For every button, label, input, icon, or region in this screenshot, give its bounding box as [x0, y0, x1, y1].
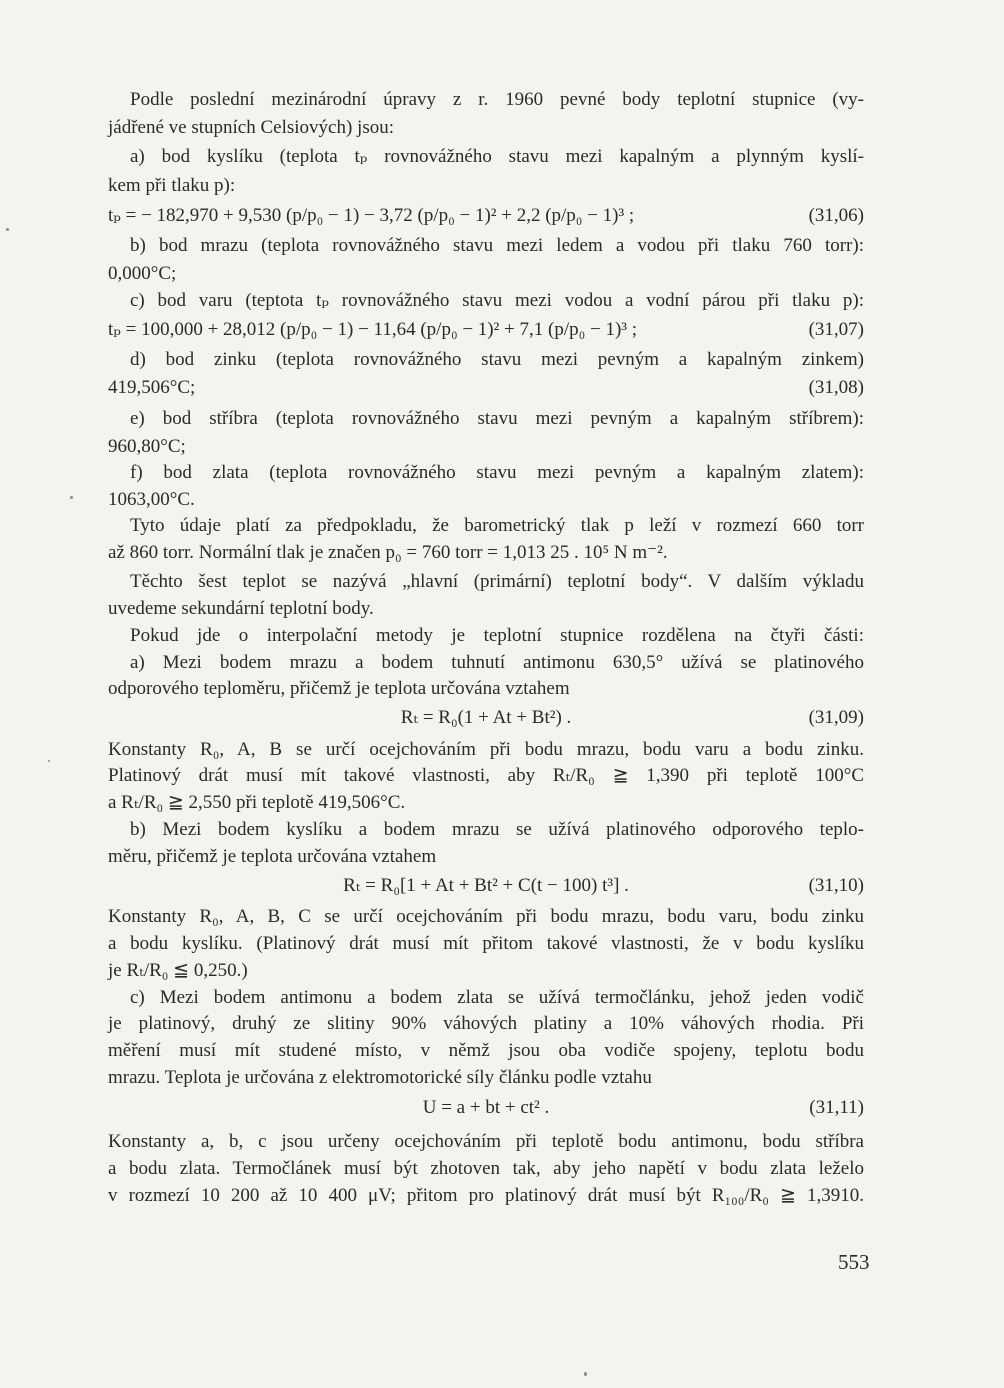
text-line: jádřené ve stupních Celsiových) jsou: — [108, 117, 394, 138]
text-line: měru, přičemž je teplota určována vztahem — [108, 846, 437, 867]
equation-body: 419,506°C; — [108, 377, 196, 398]
text-line: Tyto údaje platí za předpokladu, že barometrický tlak p leží v rozmezí 660 torr — [130, 515, 864, 536]
equation-number: (31,06) — [808, 205, 864, 226]
equation-body: U = a + bt + ct² . — [422, 1097, 550, 1118]
text-line: 1063,00°C. — [108, 489, 195, 510]
text-line: 0,000°C; — [108, 263, 177, 284]
text-line: Podle poslední mezinárodní úpravy z r. 1960 pevné body teplotní stupnice (vy- — [130, 89, 864, 110]
text-line: uvedeme sekundární teplotní body. — [108, 598, 374, 619]
scan-speck — [48, 760, 50, 762]
text-line: Konstanty a, b, c jsou určeny ocejchováním při teplotě bodu antimonu, bodu stříbra — [108, 1131, 864, 1152]
text-line: b) Mezi bodem kyslíku a bodem mrazu se užívá platinového odporového teplo- — [130, 819, 864, 840]
text-line: kem při tlaku p): — [108, 175, 236, 196]
equation-number: (31,11) — [809, 1097, 864, 1118]
text-line: a bodu kyslíku. (Platinový drát musí mít přitom takové vlastnosti, že v bodu kyslíku — [108, 933, 864, 954]
text-line: Těchto šest teplot se nazývá „hlavní (primární) teplotní body“. V dalším výkladu — [130, 571, 864, 592]
text-line: Konstanty R₀, A, B se určí ocejchováním při bodu mrazu, bodu varu a bodu zinku. — [108, 739, 864, 760]
scan-speck — [70, 496, 73, 499]
text-line: a bodu zlata. Termočlánek musí být zhotoven tak, aby jeho napětí v bodu zlata leželo — [108, 1158, 864, 1179]
text-line: e) bod stříbra (teplota rovnovážného stavu mezi pevným a kapalným stříbrem): — [130, 408, 864, 429]
text-line: Konstanty R₀, A, B, C se určí ocejchováním při bodu mrazu, bodu varu, bodu zinku — [108, 906, 864, 927]
text-line: b) bod mrazu (teplota rovnovážného stavu mezi ledem a vodou při tlaku 760 torr): — [130, 235, 864, 256]
text-line: a Rₜ/R₀ ≧ 2,550 při teplotě 419,506°C. — [108, 792, 406, 813]
text-line: f) bod zlata (teplota rovnovážného stavu mezi pevným a kapalným zlatem): — [130, 462, 864, 483]
text-line: a) bod kyslíku (teplota tₚ rovnovážného stavu mezi kapalným a plynným kyslí- — [130, 146, 864, 167]
text-line: d) bod zinku (teplota rovnovážného stavu mezi pevným a kapalným zinkem) — [130, 349, 864, 370]
equation-number: (31,07) — [808, 319, 864, 340]
equation-number: (31,09) — [808, 707, 864, 728]
text-line: je platinový, druhý ze slitiny 90% váhových platiny a 10% váhových rhodia. Při — [108, 1013, 864, 1034]
text-line: odporového teploměru, přičemž je teplota určována vztahem — [108, 678, 570, 699]
text-line: měření musí mít studené místo, v němž jsou oba vodiče spojeny, teplotu bodu — [108, 1040, 864, 1061]
equation-body: tₚ = − 182,970 + 9,530 (p/p₀ − 1) − 3,72 (p/p₀ − 1)² + 2,2 (p/p₀ − 1)³ ; — [108, 205, 635, 226]
equation-number: (31,10) — [808, 875, 864, 896]
equation-number: (31,08) — [808, 377, 864, 398]
text-line: je Rₜ/R₀ ≦ 0,250.) — [108, 960, 248, 981]
equation-body: tₚ = 100,000 + 28,012 (p/p₀ − 1) − 11,64 (p/p₀ − 1)² + 7,1 (p/p₀ − 1)³ ; — [108, 319, 638, 340]
page-number: 553 — [838, 1250, 870, 1274]
text-line: mrazu. Teplota je určována z elektromotorické síly článku podle vztahu — [108, 1067, 652, 1088]
equation-body: Rₜ = R₀[1 + At + Bt² + C(t − 100) t³] . — [343, 875, 629, 896]
text-line: a) Mezi bodem mrazu a bodem tuhnutí antimonu 630,5° užívá se platinového — [130, 652, 864, 673]
text-line: Platinový drát musí mít takové vlastnosti, aby Rₜ/R₀ ≧ 1,390 při teplotě 100°C — [108, 765, 864, 786]
text-line: 960,80°C; — [108, 436, 186, 457]
scan-speck — [6, 228, 9, 231]
equation-body: Rₜ = R₀(1 + At + Bt²) . — [400, 707, 572, 728]
text-line: c) Mezi bodem antimonu a bodem zlata se užívá termočlánku, jehož jeden vodič — [130, 987, 864, 1008]
text-line: c) bod varu (teptota tₚ rovnovážného stavu mezi vodou a vodní párou při tlaku p): — [130, 290, 864, 311]
text-line: v rozmezí 10 200 až 10 400 μV; přitom pro platinový drát musí být R₁₀₀/R₀ ≧ 1,3910. — [108, 1185, 864, 1206]
scan-speck — [584, 1372, 587, 1376]
text-line: až 860 torr. Normální tlak je značen p₀ = 760 torr = 1,013 25 . 10⁵ N m⁻². — [108, 542, 668, 563]
text-line: Pokud jde o interpolační metody je teplotní stupnice rozdělena na čtyři části: — [130, 625, 864, 646]
